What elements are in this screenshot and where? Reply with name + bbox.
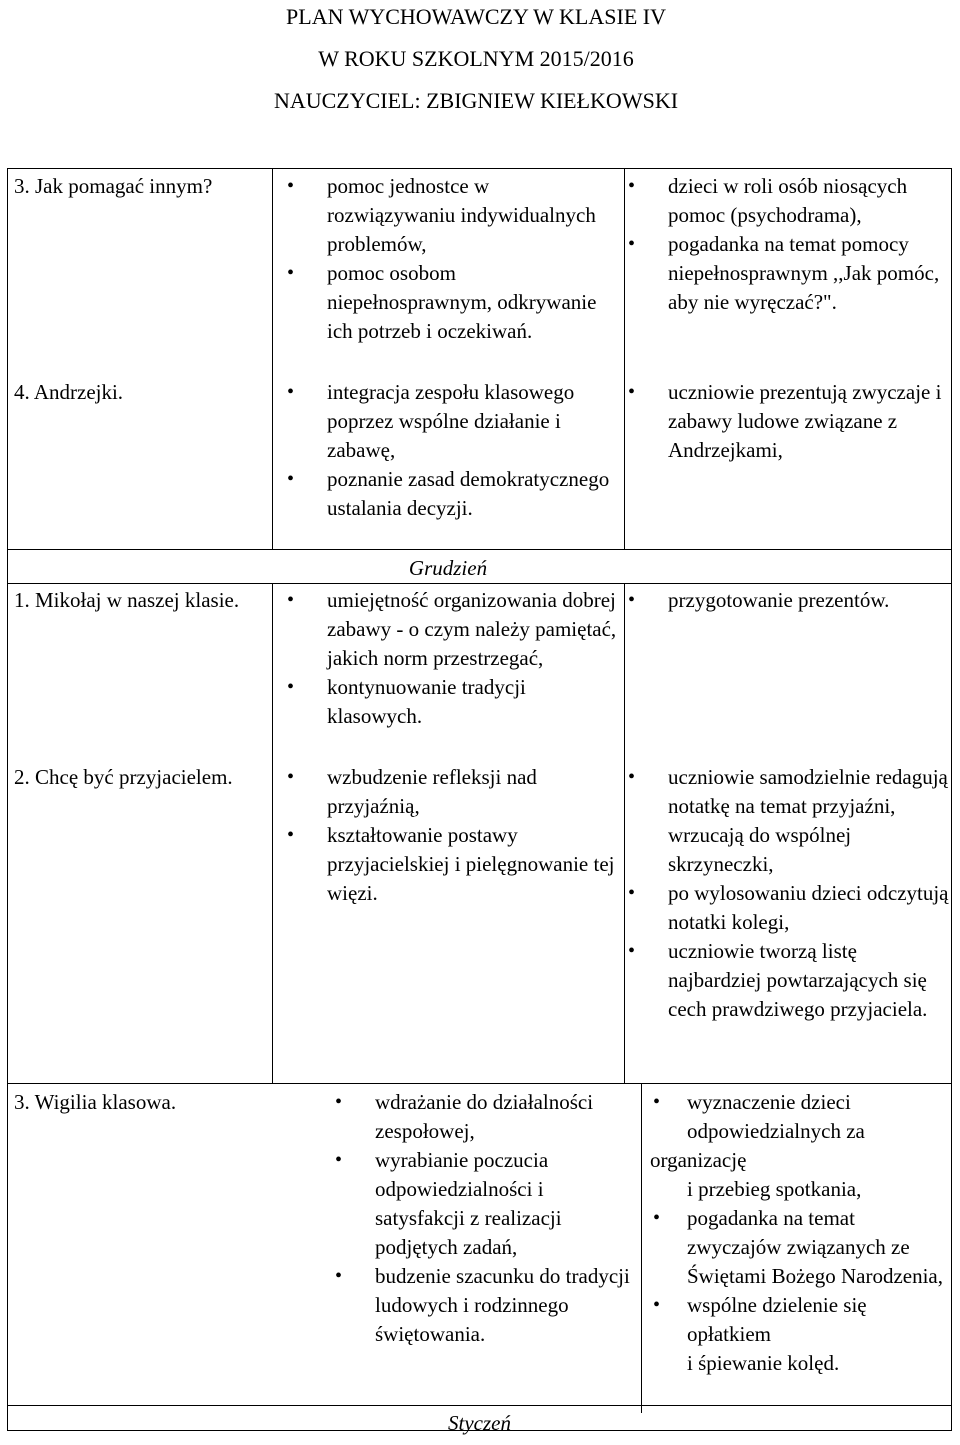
topic-cell — [14, 763, 276, 792]
bullet-icon: • — [653, 1091, 661, 1113]
table-left-border — [7, 168, 8, 1431]
goal-item: • wzbudzenie refleksji nad przyjaźnią, — [327, 763, 622, 821]
goals-cell — [327, 763, 622, 908]
topic-cell — [14, 586, 269, 615]
goal-item: • wdrażanie do działalności zespołowej, — [375, 1088, 637, 1146]
goal-item: • integracja zespołu klasowego poprzez wspólne działanie i zabawę, — [327, 378, 622, 465]
table-top-border — [7, 168, 952, 169]
method-text: wyznaczenie dzieci odpowiedzialnych za — [687, 1090, 865, 1143]
row-divider — [7, 1405, 952, 1406]
month-december: Grudzień — [408, 556, 488, 580]
row-divider — [7, 583, 952, 584]
methods-cell — [668, 378, 950, 465]
col-divider-1 — [272, 168, 273, 549]
goal-item: • kontynuowanie tradycji klasowych. — [327, 673, 622, 731]
document-title: PLAN WYCHOWAWCZY W KLASIE IV — [286, 4, 666, 29]
topic-cell — [14, 1088, 314, 1117]
month-january: Styczeń — [448, 1411, 511, 1435]
goals-cell — [327, 172, 622, 346]
method-continuation: organizację — [650, 1148, 747, 1172]
goals-cell — [327, 378, 622, 523]
bullet-icon: • — [653, 1207, 661, 1229]
goal-item: • poznanie zasad demokratycznego ustalania decyzji. — [327, 465, 622, 523]
col-divider-2 — [641, 1083, 642, 1413]
method-item: • dzieci w roli osób niosących pomoc (psychodrama), — [668, 172, 950, 230]
method-item: • uczniowie samodzielnie redagują notatkę na temat przyjaźni, wrzucają do wspólnej skrzyneczki, — [668, 763, 950, 879]
goal-item: • wyrabianie poczucia odpowiedzialności i satysfakcji z realizacji podjętych zadań, — [375, 1146, 637, 1262]
topic-cell — [14, 172, 269, 201]
methods-cell — [650, 1088, 950, 1378]
topic-text: 3. Jak pomagać innym? — [14, 174, 213, 198]
goal-item: • umiejętność organizowania dobrej zabawy - o czym należy pamiętać, jakich norm przestrzegać, — [327, 586, 622, 673]
school-year: W ROKU SZKOLNYM 2015/2016 — [318, 46, 634, 71]
teacher-name: NAUCZYCIEL: ZBIGNIEW KIEŁKOWSKI — [273, 88, 679, 113]
table-right-border — [951, 168, 952, 1431]
method-item — [650, 1291, 950, 1349]
topic-text: 2. Chcę być przyjacielem. — [14, 765, 233, 789]
bullet-icon: • — [653, 1294, 661, 1316]
method-item: • przygotowanie prezentów. — [668, 586, 950, 615]
methods-cell — [668, 172, 950, 317]
method-text: pogadanka na temat zwyczajów związanych ze Świętami Bożego Narodzenia, — [687, 1206, 943, 1288]
method-item: • uczniowie prezentują zwyczaje i zabawy ludowe związane z Andrzejkami, — [668, 378, 950, 465]
goals-cell — [375, 1088, 637, 1349]
goal-item: • kształtowanie postawy przyjacielskiej i pielęgnowanie tej więzi. — [327, 821, 622, 908]
goals-cell — [327, 586, 622, 731]
goal-item: • budzenie szacunku do tradycji ludowych i rodzinnego świętowania. — [375, 1262, 637, 1349]
method-item: • pogadanka na temat pomocy niepełnosprawnym ,,Jak pomóc, aby nie wyręczać?". — [668, 230, 950, 317]
methods-cell — [668, 586, 950, 615]
method-item — [650, 1088, 950, 1146]
methods-cell — [668, 763, 950, 1024]
method-continuation: i śpiewanie kolęd. — [687, 1351, 840, 1375]
method-item: • uczniowie tworzą listę najbardziej powtarzających się cech prawdziwego przyjaciela. — [668, 937, 950, 1024]
method-text: wspólne dzielenie się opłatkiem — [687, 1293, 867, 1346]
goal-item: • pomoc jednostce w rozwiązywaniu indywidualnych problemów, — [327, 172, 622, 259]
topic-text: 3. Wigilia klasowa. — [14, 1090, 177, 1114]
topic-text: 4. Andrzejki. — [14, 380, 124, 404]
row-divider — [7, 1083, 952, 1084]
goal-item: • pomoc osobom niepełnosprawnym, odkrywanie ich potrzeb i oczekiwań. — [327, 259, 622, 346]
method-item — [650, 1204, 950, 1291]
topic-cell — [14, 378, 269, 407]
col-divider-2 — [624, 168, 625, 549]
method-continuation: i przebieg spotkania, — [687, 1177, 862, 1201]
col-divider-1 — [272, 583, 273, 1083]
topic-text: 1. Mikołaj w naszej klasie. — [14, 588, 240, 612]
row-divider — [7, 549, 952, 550]
method-item: • po wylosowaniu dzieci odczytują notatki kolegi, — [668, 879, 950, 937]
col-divider-2 — [624, 583, 625, 1083]
